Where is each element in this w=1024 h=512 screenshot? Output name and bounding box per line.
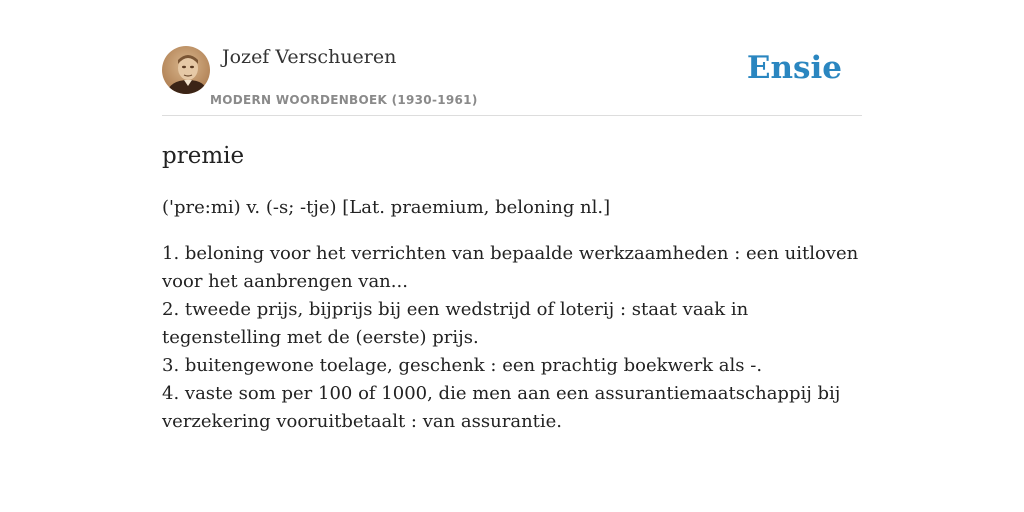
source-label[interactable]: MODERN WOORDENBOEK (1930-1961) <box>210 93 478 107</box>
entry-card <box>162 40 862 436</box>
entry-header <box>162 40 862 116</box>
definition-item: 3. buitengewone toelage, geschenk : een prachtig boekwerk als -. <box>162 355 763 376</box>
ensie-logo[interactable]: Ensie <box>746 50 842 86</box>
author-name[interactable]: Jozef Verschueren <box>222 46 397 68</box>
author-avatar[interactable] <box>162 46 210 94</box>
definition-item: 4. vaste som per 100 of 1000, die men aan een assurantiemaatschappij bij verzekering vooruitbetaalt : van assurantie. <box>162 383 841 432</box>
definition-item: 2. tweede prijs, bijprijs bij een wedstrijd of loterij : staat vaak in tegenstelling met de (eerste) prijs. <box>162 299 749 348</box>
definitions <box>162 240 862 436</box>
author-portrait-icon <box>162 46 210 94</box>
definition-item: 1. beloning voor het verrichten van bepaalde werkzaamheden : een uitloven voor het aanbrengen van... <box>162 243 859 292</box>
headword: premie <box>162 143 245 169</box>
pronunciation: ('pre:mi) v. (-s; -tje) [Lat. praemium, beloning nl.] <box>162 197 611 218</box>
